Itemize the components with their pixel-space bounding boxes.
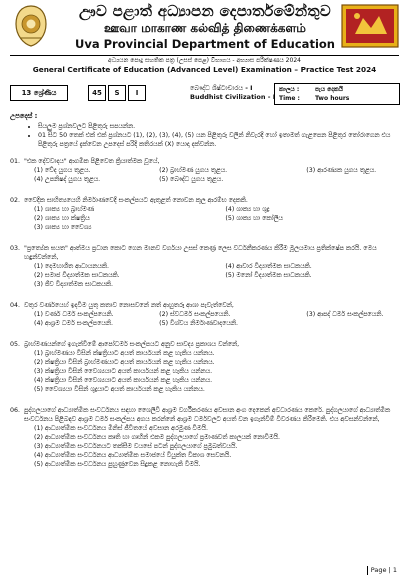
question-stem <box>10 196 402 205</box>
subject-english: Buddhist Civilization <box>190 93 266 101</box>
question-text: වෛදික සාහිත්‍යයෙහි නිර්මාණවෙදි සංකල්පයට ඇතුළත් නොවන කුල ආරම්භ දෙකකි. <box>24 197 248 204</box>
question-stem <box>10 340 402 349</box>
subject-sinhala: බෞද්ධ ශිෂ්ටාචාරය <box>190 84 244 92</box>
question-item <box>10 196 402 232</box>
question-stem <box>10 301 402 310</box>
answer-option: (5) බෞද්ධ යුගය තුළය. <box>159 176 224 183</box>
grade-box: 13 ශ්‍රේණිය <box>10 85 68 101</box>
exam-title-english: General Certificate of Education (Advanced Level) Examination – Practice Test 2024 <box>32 65 377 74</box>
question-stem <box>10 157 402 166</box>
question-number: 05. <box>10 341 21 348</box>
answer-option: (2) ක්ෂත්‍රියා විසින් බ්‍රාහ්මණයාට අයත් කාර්යයන් කළ හැකිය යන්නය. <box>34 359 215 366</box>
question-number: 06. <box>10 407 21 414</box>
answer-option: (2) ස්වධර්ම සංකල්පයෙනි. <box>159 311 231 318</box>
question-item <box>10 157 402 184</box>
answer-option: (3) ක්ෂත්‍රියා විසින් වෛශ්‍යයාට අයත් කාර්යයන් කළ හැකිය යන්නය. <box>34 368 213 375</box>
answer-option: (4) ආශ්‍රම ධර්ම සංකල්පයෙනි. <box>34 320 113 327</box>
question-number: 03. <box>10 245 21 252</box>
question-number: 02. <box>10 197 21 204</box>
paper-code-i-box: I <box>128 85 146 101</box>
answer-option: (4) ආවාර විද්‍යාත්මක සාධකයකි. <box>225 263 312 270</box>
answer-option: (5) වෛශ්‍යයා විසින් ශුද්‍රයාට අයත් කාර්යයන් කළ හැකිය යන්නය. <box>34 386 205 393</box>
answer-options <box>10 205 402 232</box>
provincial-emblem-icon <box>14 4 48 48</box>
time-label-sinhala: කාලය : <box>279 86 300 93</box>
answer-option: (4) ආධ්‍යාත්මික සංවර්ධනය ආධ්‍යාත්මික සමාජයේ වියුක්ත විකාශ සෙවනයි. <box>34 452 232 459</box>
answer-option: (1) දෙමහාශීත ආධායනයකි. <box>34 263 110 270</box>
question-text: පුද්ගලයාගේ ආධ්‍යාත්මික සංවර්ධනය සඳහා ශෛලිවී ආශ්‍රම වර්ගීකරණය අවසාන අංග දෙකෙන් අවධාරණය කෙරේ. පුද්ගලයාගේ ආධ්‍යාත්මික සංවර්ධනය පිළිබඳව ආශ්‍රම ධර්ම සංකල්පය අගය කරන්නේ ආශ්‍රම ධර්මවලට අයත් වන ඉගැන්වීම් විවරණය කිරීමෙනි. එය අවසන්වන්නේ, <box>24 407 391 423</box>
answer-option: (3) ආරණ්‍යක යුගය තුළය. <box>306 167 377 174</box>
question-item <box>10 244 402 289</box>
question-item <box>10 406 402 469</box>
exam-title-sinhala: අධ්‍යයන පොදු සහතික පත්‍ර (උසස් පෙළ) විභාගය - අභ්‍යාස පරීක්ෂණය 2024 <box>108 57 301 64</box>
instruction-item: • සියලුම ප්‍රශ්නවලට පිළිතුරු සපයන්න. <box>38 122 400 131</box>
page-number: Page | 1 <box>367 566 397 575</box>
answer-option: (4) ක්ෂත්‍රියා විසින් වෛශ්‍යයාට අයත් කාර්යයන් කළ හැකිය යන්නය. <box>34 377 213 384</box>
question-text: "එක දේවවාදය" ආගමික පිළිවෙත ක්‍රියාත්මක වූයේ, <box>24 158 160 165</box>
instructions <box>10 112 400 149</box>
question-text: "ප්‍රත්‍යේක ඝයත" ආත්මය ප්‍රධාන කොට ගෙන මානව වර්ගයා උසස් කෙණ්‍ර ලෙස වර්ධනීකරණය කිරීම මූලයමාය ප්‍රතික්ෂේප කරයි. මෙය හඳුන්වන්නේ, <box>24 245 377 261</box>
question-item <box>10 340 402 394</box>
department-title-sinhala: ඌව පළාත් අධ්‍යාපන දෙපාර්තමේන්තුව <box>79 2 331 20</box>
department-title-tamil: ஊவா மாகாண கல்வித் திணைக்களம் <box>104 21 306 35</box>
instructions-list <box>10 122 400 149</box>
answer-options <box>10 349 402 394</box>
subject-code-box: 45 <box>88 85 106 101</box>
time-label-english: Time : <box>279 95 300 102</box>
question-list <box>10 157 402 481</box>
answer-option: (2) සමාජ විද්‍යාත්මක සාධකයකි. <box>34 272 120 279</box>
answer-option: (1) ආධ්‍යාත්මික සංවර්ධනය මිනිස් ජීවිතයේ අවසාන අරමුණ වීමයි. <box>34 425 208 432</box>
answer-option: (3) ආපද් ධර්ම සංකල්පයෙනි. <box>306 311 384 318</box>
instructions-title: උපදෙස් : <box>10 112 38 120</box>
answer-options <box>10 166 402 184</box>
question-stem <box>10 406 402 424</box>
answer-option: (3) ශාක්‍ය හා වෛශ්‍ය <box>34 224 92 231</box>
time-value-english: Two hours <box>315 95 350 102</box>
question-number: 01. <box>10 158 21 165</box>
answer-option: (1) ශාක්‍ය හා බ්‍රාහ්මණ <box>34 206 94 213</box>
subject-english-part: - I <box>267 93 276 101</box>
answer-option: (2) බ්‍රාහ්මණ යුගය තුළය. <box>159 167 228 174</box>
question-number: 04. <box>10 302 21 309</box>
answer-option: (2) ශාක්‍ය හා ක්ෂත්‍රිය <box>34 215 90 222</box>
answer-option: (5) මනෝ විද්‍යාත්මක සාධකයකි. <box>225 272 312 279</box>
department-title-english: Uva Provincial Department of Education <box>75 37 335 51</box>
question-item <box>10 301 402 328</box>
answer-options <box>10 310 402 328</box>
question-text: බ්‍රාහ්මණයන්ගේ ඉගැන්වීමේ ආපෝධර්ම සංකල්පයට අනුව සාවද්‍ය ප්‍රකාශය වන්නේ, <box>24 341 240 348</box>
subject-label <box>190 84 275 102</box>
answer-option: (2) ආධ්‍යාත්මික සංවර්ධනය කෘති හා ගෘහීන් එකම පුද්ගලයාගේ ප්‍රමාණවත් කාලයක් නොවීමයි. <box>34 434 281 441</box>
instruction-item: • 01 සිට 50 තෙක් එක් එක් ප්‍රශ්නයට (1), (2), (3), (4), (5) යන පිළිතුරු වලින් නිවැරදි හෝ ඉතාමත් ගැළපෙන පිළිතුර තෝරාගෙන එය පිළිතුරු පත්‍රයේ දැක්වෙන උපදෙස් පරිදි කතිරයක් (X) යොදා දක්වන්න. <box>38 131 400 149</box>
paper-code-s-box: S <box>108 85 126 101</box>
answer-option: (5) ශාක්‍ය හා කෝලිය <box>225 215 283 222</box>
answer-options <box>10 262 402 289</box>
time-value-sinhala: පැය දෙකයි <box>315 86 344 93</box>
answer-option: (4) ශාක්‍ය හා ශුද්‍ර <box>225 206 270 213</box>
answer-option: (4) උපනිෂද් යුගය තුළය. <box>34 176 101 183</box>
answer-options <box>10 424 402 469</box>
question-text: වතුර වර්ණයෙහ් ඉදවීම යුතු කතාව නොසවනේ නත් ආහුතරූ ආශා පැවැත්වෙන්, <box>24 302 234 309</box>
answer-option: (3) ආධ්‍යාත්මික සංවර්ධනයට තක්සීම වයසේ පටන් පුද්ගලයාගේ ප්‍රමුඛත්වයයි. <box>34 443 238 450</box>
answer-option: (3) ජීව විද්‍යාත්මක සාධකයකි. <box>34 281 114 288</box>
answer-option: (5) විශ්වය නිර්මාණවාදයෙනි. <box>159 320 239 327</box>
answer-option: (5) ආධ්‍යාත්මික සංවර්ධනය පුහුණුවෙන සිදුකළ නොහැකි වීමයි. <box>34 461 201 468</box>
time-box <box>274 83 400 105</box>
answer-option: (1) වේද යුගය තුළය. <box>34 167 91 174</box>
question-stem <box>10 244 402 262</box>
answer-option: (1) බ්‍රාහ්මණයා විසින් ක්ෂත්‍රියාට අයත් කාර්යයන් කළ හැකිය යන්නය. <box>34 350 215 357</box>
subject-sinhala-part: - I <box>245 84 253 92</box>
answer-option: (1) වර්ණ ධර්ම සංකල්පයෙනි. <box>34 311 114 318</box>
header-divider <box>10 55 399 56</box>
